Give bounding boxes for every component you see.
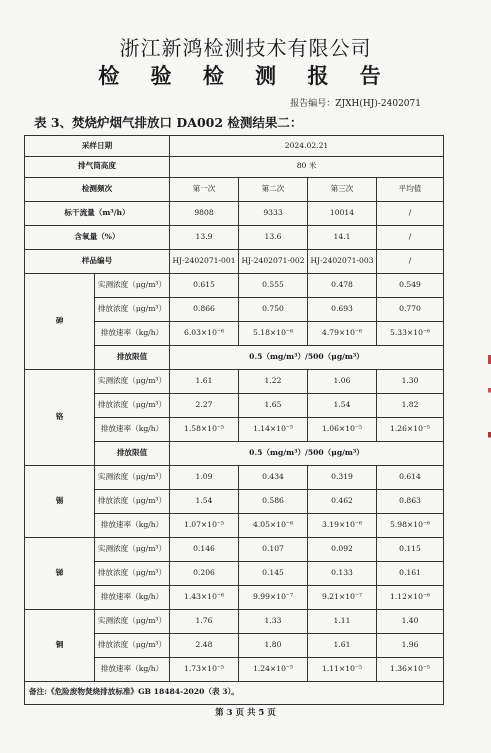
table-cell: 0.161 — [377, 561, 444, 585]
table-cell: 0.586 — [239, 489, 308, 513]
table-cell: 1.36×10⁻⁵ — [377, 657, 444, 681]
table-row — [25, 681, 444, 704]
table-cell: 0.478 — [308, 273, 377, 297]
table-row — [25, 156, 444, 177]
table-cell: 0.462 — [308, 489, 377, 513]
table-cell: 0.770 — [377, 297, 444, 321]
table-cell: 6.03×10⁻⁶ — [170, 321, 239, 345]
table-cell: 9.21×10⁻⁷ — [308, 585, 377, 609]
table-cell: 4.79×10⁻⁶ — [308, 321, 377, 345]
table-row — [25, 537, 444, 561]
table-cell: 5.18×10⁻⁶ — [239, 321, 308, 345]
table-cell: 1.54 — [308, 393, 377, 417]
freq-header: 第三次 — [308, 177, 377, 201]
results-table — [24, 135, 444, 705]
table-cell: 1.96 — [377, 633, 444, 657]
metric-label: 实测浓度（μg/m³） — [95, 609, 170, 633]
table-row — [25, 249, 444, 273]
metric-label: 实测浓度（μg/m³） — [95, 537, 170, 561]
metric-label: 排放速率（kg/h） — [95, 657, 170, 681]
table-cell: 0.145 — [239, 561, 308, 585]
stack-height: 80 米 — [170, 156, 444, 177]
pollutant-name: 锡 — [25, 465, 95, 537]
stack-height-label: 排气筒高度 — [25, 156, 170, 177]
table-cell: 2.27 — [170, 393, 239, 417]
limit-value: 0.5（mg/m³）/500（μg/m³） — [170, 345, 444, 369]
table-cell: 0.693 — [308, 297, 377, 321]
pollutant-name: 铬 — [25, 369, 95, 465]
table-cell: 0.549 — [377, 273, 444, 297]
metric-label: 排放浓度（μg/m³） — [95, 297, 170, 321]
table-cell: HJ-2402071-002 — [239, 249, 308, 273]
freq-header: 第二次 — [239, 177, 308, 201]
table-cell: 1.26×10⁻⁵ — [377, 417, 444, 441]
table-cell: 0.434 — [239, 465, 308, 489]
metric-label: 排放速率（kg/h） — [95, 585, 170, 609]
results-table-body — [25, 136, 444, 705]
oxygen-label: 含氧量（%） — [25, 225, 170, 249]
table-cell: 1.33 — [239, 609, 308, 633]
freq-header: 平均值 — [377, 177, 444, 201]
table-cell: 13.9 — [170, 225, 239, 249]
table-cell: 1.73×10⁻⁵ — [170, 657, 239, 681]
limit-value: 0.5（mg/m³）/500（μg/m³） — [170, 441, 444, 465]
metric-label: 排放浓度（μg/m³） — [95, 393, 170, 417]
table-cell: 0.092 — [308, 537, 377, 561]
table-cell: 1.24×10⁻⁵ — [239, 657, 308, 681]
metric-label: 排放浓度（μg/m³） — [95, 489, 170, 513]
table-cell: / — [377, 201, 444, 225]
metric-label: 排放浓度（μg/m³） — [95, 561, 170, 585]
table-cell: 1.07×10⁻⁵ — [170, 513, 239, 537]
freq-header: 第一次 — [170, 177, 239, 201]
pollutant-name: 铜 — [25, 609, 95, 681]
sampling-date-label: 采样日期 — [25, 136, 170, 157]
table-cell: 0.866 — [170, 297, 239, 321]
table-cell: 0.146 — [170, 537, 239, 561]
table-cell: 1.61 — [308, 633, 377, 657]
table-cell: 0.555 — [239, 273, 308, 297]
flow-label: 标干流量（m³/h） — [25, 201, 170, 225]
company-name: 浙江新鸿检测技术有限公司 — [119, 36, 372, 60]
table-cell: 1.82 — [377, 393, 444, 417]
table-cell: 0.206 — [170, 561, 239, 585]
metric-label: 实测浓度（μg/m³） — [95, 369, 170, 393]
table-cell: 1.11 — [308, 609, 377, 633]
section-title: 表 3、焚烧炉烟气排放口 DA002 检测结果二： — [34, 115, 303, 130]
table-cell: 4.05×10⁻⁶ — [239, 513, 308, 537]
table-row — [25, 465, 444, 489]
report-number: 报告编号：ZJXH(HJ)-2402071 — [290, 99, 421, 109]
table-cell: HJ-2402071-003 — [308, 249, 377, 273]
table-cell: 14.1 — [308, 225, 377, 249]
table-cell: 5.33×10⁻⁶ — [377, 321, 444, 345]
sampling-date: 2024.02.21 — [170, 136, 444, 157]
table-cell: 1.43×10⁻⁶ — [170, 585, 239, 609]
table-cell: 0.750 — [239, 297, 308, 321]
metric-label: 排放浓度（μg/m³） — [95, 633, 170, 657]
table-cell: 0.863 — [377, 489, 444, 513]
table-cell: 0.107 — [239, 537, 308, 561]
report-title: 检 验 检 测 报 告 — [98, 64, 393, 88]
table-row — [25, 201, 444, 225]
table-cell: 13.6 — [239, 225, 308, 249]
table-cell: HJ-2402071-001 — [170, 249, 239, 273]
metric-label: 实测浓度（μg/m³） — [95, 273, 170, 297]
table-cell: 0.133 — [308, 561, 377, 585]
table-cell: 1.54 — [170, 489, 239, 513]
freq-label: 检测频次 — [25, 177, 170, 201]
table-cell: 5.98×10⁻⁶ — [377, 513, 444, 537]
table-cell: 1.06 — [308, 369, 377, 393]
table-row — [25, 177, 444, 201]
table-cell: 9.99×10⁻⁷ — [239, 585, 308, 609]
table-cell: 9808 — [170, 201, 239, 225]
table-cell: 0.615 — [170, 273, 239, 297]
table-cell: 3.19×10⁻⁶ — [308, 513, 377, 537]
limit-label: 排放限值 — [95, 345, 170, 369]
table-row — [25, 609, 444, 633]
table-cell: 1.12×10⁻⁶ — [377, 585, 444, 609]
table-row — [25, 225, 444, 249]
table-cell: 1.09 — [170, 465, 239, 489]
table-cell: 1.65 — [239, 393, 308, 417]
table-cell: 1.61 — [170, 369, 239, 393]
table-cell: 1.80 — [239, 633, 308, 657]
metric-label: 实测浓度（μg/m³） — [95, 465, 170, 489]
table-cell: 1.58×10⁻⁵ — [170, 417, 239, 441]
limit-label: 排放限值 — [95, 441, 170, 465]
table-cell: 1.11×10⁻⁵ — [308, 657, 377, 681]
table-cell: 1.06×10⁻⁵ — [308, 417, 377, 441]
page-number: 第 3 页 共 5 页 — [215, 708, 276, 718]
table-cell: 0.319 — [308, 465, 377, 489]
table-cell: 10014 — [308, 201, 377, 225]
table-cell: 9333 — [239, 201, 308, 225]
table-cell: / — [377, 249, 444, 273]
metric-label: 排放速率（kg/h） — [95, 513, 170, 537]
table-cell: / — [377, 225, 444, 249]
table-cell: 1.22 — [239, 369, 308, 393]
table-cell: 2.48 — [170, 633, 239, 657]
table-cell: 1.14×10⁻⁵ — [239, 417, 308, 441]
pollutant-name: 砷 — [25, 273, 95, 369]
pollutant-name: 锑 — [25, 537, 95, 609]
table-row — [25, 273, 444, 297]
metric-label: 排放速率（kg/h） — [95, 417, 170, 441]
table-cell: 0.614 — [377, 465, 444, 489]
table-row — [25, 369, 444, 393]
table-cell: 1.30 — [377, 369, 444, 393]
table-row — [25, 136, 444, 157]
table-note: 备注:《危险废物焚烧排放标准》GB 18484-2020（表 3）。 — [25, 681, 444, 704]
sample-id-label: 样品编号 — [25, 249, 170, 273]
table-cell: 1.76 — [170, 609, 239, 633]
table-cell: 1.40 — [377, 609, 444, 633]
table-cell: 0.115 — [377, 537, 444, 561]
metric-label: 排放速率（kg/h） — [95, 321, 170, 345]
